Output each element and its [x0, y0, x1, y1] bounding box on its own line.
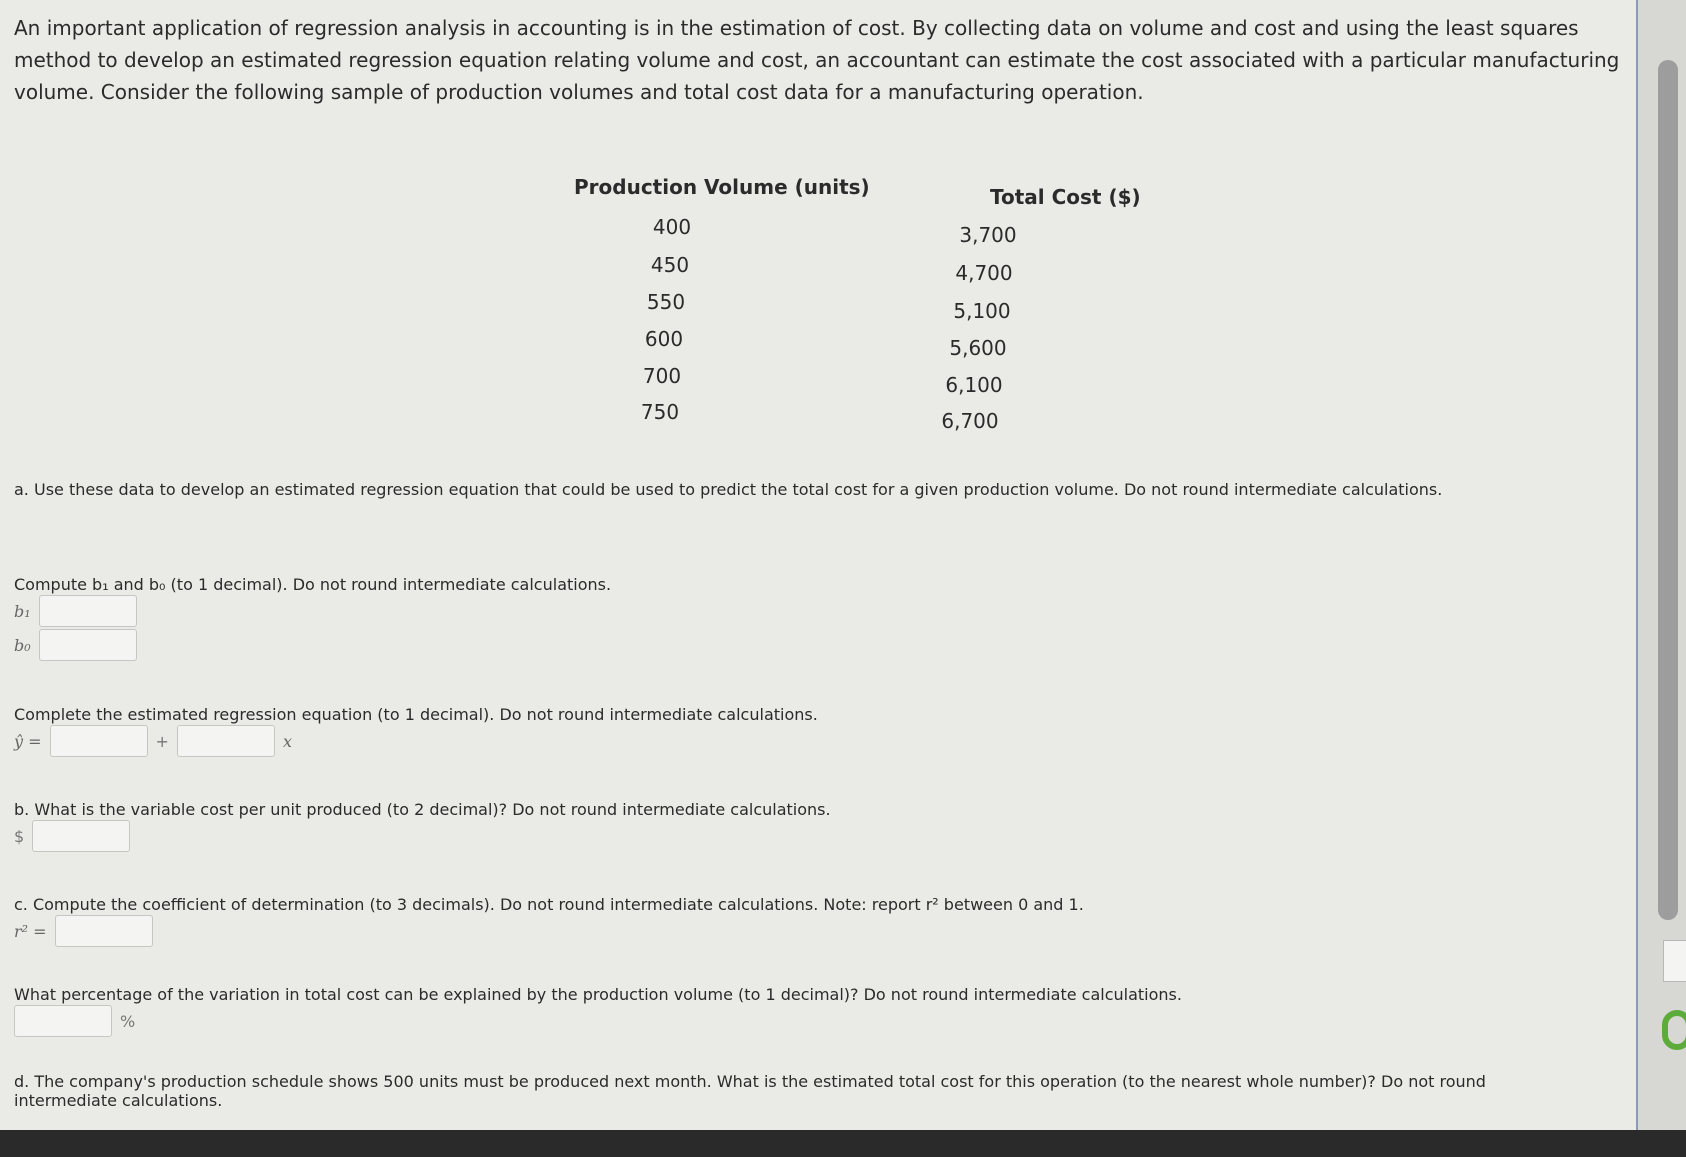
volume-cell: 450	[650, 253, 690, 277]
intro-paragraph: An important application of regression analysis in accounting is in the estimation of cost. By collecting data on volume and cost and using the least squares method to develop an estimated regression equation relating volume and cost, an accountant can estimate the cost associated with a particular manufacturing volume. Consider the following sample of production volumes and total cost data for a manufacturing operation.	[14, 16, 1620, 104]
volume-cell: 700	[642, 364, 682, 388]
volume-cell: 600	[644, 327, 684, 351]
side-tab[interactable]	[1663, 940, 1686, 982]
part-d-prompt: d. The company's production schedule shows 500 units must be produced next month. What is the estimated total cost for this operation (to the nearest whole number)? Do not round intermediate calculations.	[14, 1072, 1486, 1110]
b0-row	[14, 628, 1574, 662]
plus-sign: +	[155, 731, 169, 751]
b1-row	[14, 594, 1574, 628]
part-a-prompt: a. Use these data to develop an estimated regression equation that could be used to predict the total cost for a given production volume. Do not round intermediate calculations.	[14, 480, 1443, 499]
cost-cell: 5,600	[949, 336, 1007, 360]
volume-cell: 400	[652, 215, 692, 239]
volume-cell: 550	[646, 290, 686, 314]
r2-row	[14, 914, 1574, 948]
r2-label: r² =	[14, 921, 47, 941]
yhat-label: ŷ =	[14, 731, 42, 751]
slope-input[interactable]	[177, 725, 275, 757]
intercept-input[interactable]	[50, 725, 148, 757]
cost-cell: 6,100	[945, 373, 1003, 397]
b1-input[interactable]	[39, 595, 137, 627]
cost-cell: 6,700	[941, 409, 999, 433]
scrollbar-thumb[interactable]	[1658, 60, 1678, 920]
b0-input[interactable]	[39, 629, 137, 661]
b0-label: b₀	[14, 635, 31, 655]
percent-section	[14, 985, 1574, 1038]
question-content	[14, 12, 1634, 108]
part-a	[14, 480, 1574, 499]
part-d	[14, 1072, 1574, 1110]
part-b	[14, 800, 1574, 853]
percent-input[interactable]	[14, 1005, 112, 1037]
variable-cost-row	[14, 819, 1574, 853]
column-header-volume: Production Volume (units)	[574, 175, 870, 199]
percent-row	[14, 1004, 1574, 1038]
cost-cell: 5,100	[953, 299, 1011, 323]
equation-row	[14, 724, 1574, 758]
cost-cell: 3,700	[959, 223, 1017, 247]
b1-label: b₁	[14, 601, 31, 621]
equation-section	[14, 705, 1574, 758]
green-ring-icon[interactable]	[1662, 1010, 1686, 1050]
coefficient-section	[14, 575, 1574, 662]
dollar-sign: $	[14, 826, 25, 846]
part-c	[14, 895, 1574, 948]
part-c-prompt: c. Compute the coefficient of determination (to 3 decimals). Do not round intermediate calculations. Note: report r² between 0 and 1.	[14, 895, 1084, 914]
cost-cell: 4,700	[955, 261, 1013, 285]
compute-prompt: Compute b₁ and b₀ (to 1 decimal). Do not round intermediate calculations.	[14, 575, 612, 594]
column-header-cost: Total Cost ($)	[990, 185, 1141, 209]
percent-sign: %	[120, 1011, 136, 1031]
equation-prompt: Complete the estimated regression equation (to 1 decimal). Do not round intermediate calculations.	[14, 705, 818, 724]
r2-input[interactable]	[55, 915, 153, 947]
variable-cost-input[interactable]	[32, 820, 130, 852]
part-b-prompt: b. What is the variable cost per unit produced (to 2 decimal)? Do not round intermediate calculations.	[14, 800, 831, 819]
volume-cell: 750	[640, 400, 680, 424]
percent-prompt: What percentage of the variation in total cost can be explained by the production volume (to 1 decimal)? Do not round intermediate calculations.	[14, 985, 1182, 1004]
x-label: x	[282, 731, 292, 751]
